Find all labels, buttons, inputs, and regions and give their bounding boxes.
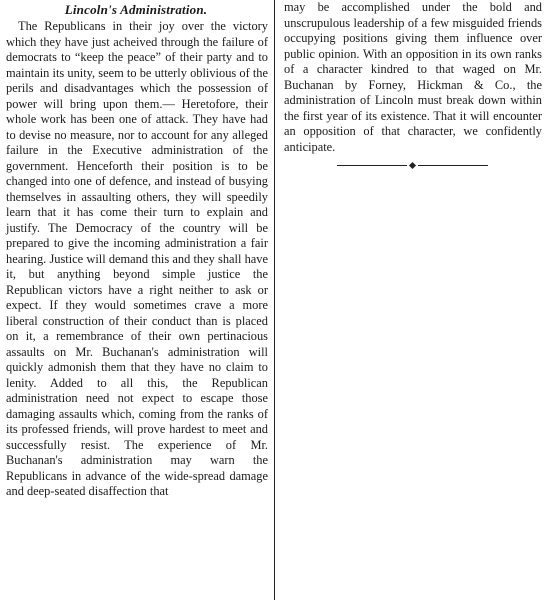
left-column xyxy=(2,0,270,600)
ornament-rule-right xyxy=(418,165,488,166)
ornament-diamond xyxy=(408,161,415,168)
right-column xyxy=(280,0,544,600)
end-of-article-ornament xyxy=(280,161,544,169)
article-body-right: may be accomplished under the bold and unscrupulous leadership of a few misguided friends occupying positions giving them influence over public opinion. With an opposition in its own ranks of a character kindred to that waged on Mr. Buchanan by Forney, Hickman & Co., the administration of Lincoln must break down within the first year of its existence. That it will encounter an opposition of that character, we confidently anticipate. xyxy=(284,0,542,154)
article-body-left: The Republicans in their joy over the victory which they have just acheived through the failure of democrats to “keep the peace” of their party and to maintain its unity, seem to be utterly oblivious of the perils and disadvantages which the possession of power will bring upon them.— Heretofore, their whole work has been one of attack. They have had to devise no measure, nor to account for any alleged failure in the Executive administration of the government. Henceforth their position is to be changed into one of defence, and instead of busying themselves in assaulting others, they will speedily learn that it has come their turn to explain and justify. The Democracy of the country will be prepared to give the incoming administration a fair hearing. Justice will demand this and they shall have it, but anything beyond simple justice the Republican victors have a right neither to ask or expect. If they would sometimes crave a more liberal construction of their conduct than is placed on it, a remembrance of their own pertinacious assaults on Mr. Buchanan's administration will quickly admonish them that they have no claim to lenity. Added to all this, the Republican administration need not expect to escape those damaging assaults which, coming from the ranks of its professed friends, will prove hardest to meet and successfully resist. The experience of Mr. Buchanan's administration may warn the Republicans in advance of the wide-spread damage and deep-seated disaffection that xyxy=(6,19,268,498)
column-divider xyxy=(274,0,275,600)
article-title: Lincoln's Administration. xyxy=(64,2,208,17)
ornament-rule-left xyxy=(337,165,407,166)
